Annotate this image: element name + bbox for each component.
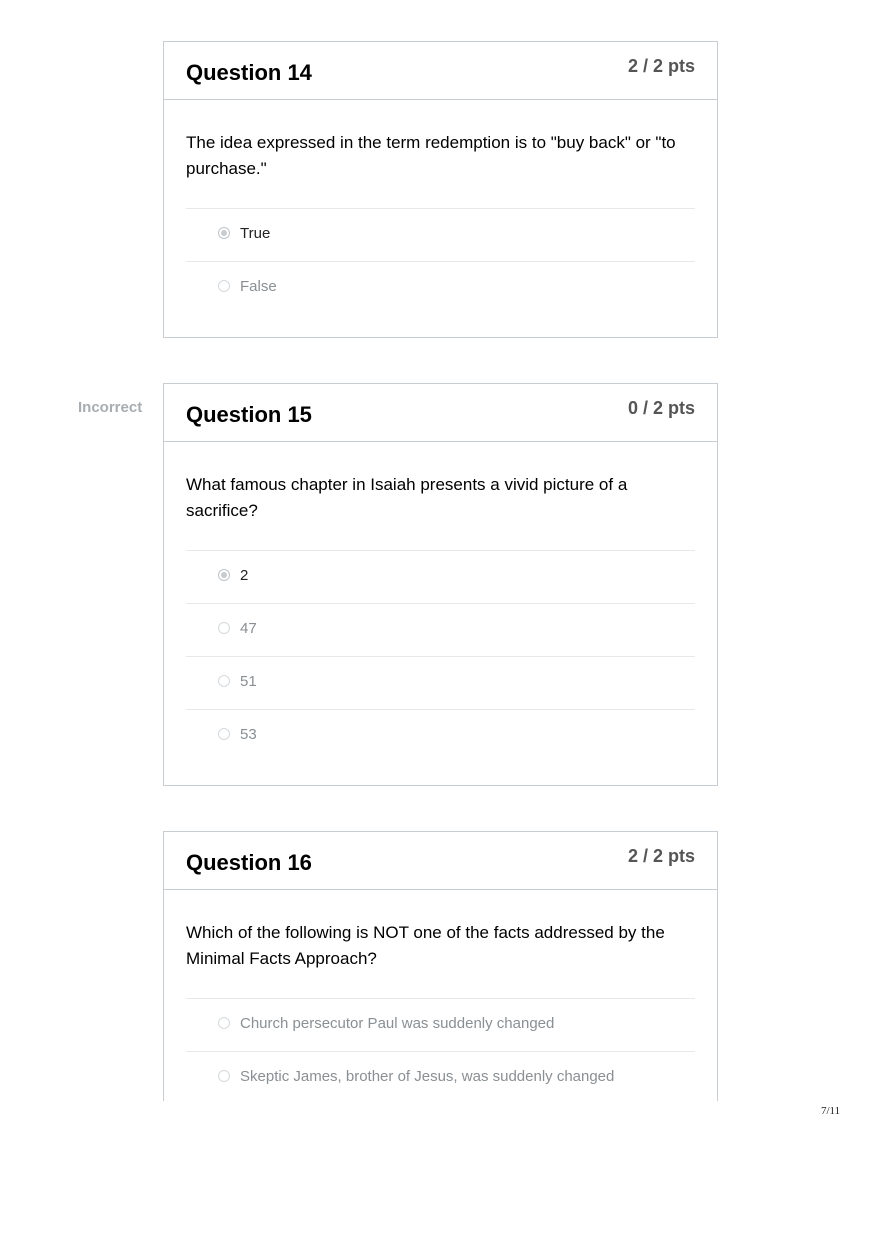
question-header [164, 42, 717, 100]
answer-option[interactable] [186, 550, 695, 603]
answer-option[interactable] [186, 656, 695, 709]
answer-option[interactable] [186, 1051, 695, 1101]
question-points: 2 / 2 pts [627, 846, 695, 866]
answer-label: False [240, 278, 277, 295]
question-card-16 [163, 831, 718, 1101]
question-title: Question 15 [186, 402, 312, 427]
question-points: 2 / 2 pts [627, 56, 695, 76]
question-header [164, 384, 717, 442]
question-points: 0 / 2 pts [627, 398, 695, 418]
answer-label: 2 [240, 567, 249, 584]
radio-selected-icon[interactable] [218, 227, 230, 239]
answer-list [186, 208, 695, 314]
question-card-15 [163, 383, 718, 786]
answer-option[interactable] [186, 998, 695, 1051]
answer-label: Church persecutor Paul was suddenly changed [240, 1015, 555, 1032]
radio-unselected-icon[interactable] [218, 728, 230, 740]
answer-label: 53 [240, 726, 257, 743]
answer-label: Skeptic James, brother of Jesus, was suddenly changed [240, 1068, 615, 1085]
question-card-14 [163, 41, 718, 338]
answer-option[interactable] [186, 261, 695, 314]
question-title: Question 16 [186, 850, 312, 875]
answer-label: 51 [240, 673, 257, 690]
page-number: 7/11 [821, 1105, 841, 1117]
radio-unselected-icon[interactable] [218, 1070, 230, 1082]
answer-label: True [240, 225, 271, 242]
radio-unselected-icon[interactable] [218, 1017, 230, 1029]
answer-label: 47 [240, 620, 257, 637]
question-title: Question 14 [186, 60, 312, 85]
radio-selected-icon[interactable] [218, 569, 230, 581]
radio-unselected-icon[interactable] [218, 622, 230, 634]
question-header [164, 832, 717, 890]
incorrect-status-label: Incorrect [78, 399, 143, 416]
radio-unselected-icon[interactable] [218, 280, 230, 292]
question-text: The idea expressed in the term redemption is to "buy back" or "to purchase." [186, 133, 676, 178]
answer-list [186, 998, 695, 1101]
question-text: Which of the following is NOT one of the facts addressed by the Minimal Facts Approach? [186, 923, 665, 968]
question-text: What famous chapter in Isaiah presents a vivid picture of a sacrifice? [186, 475, 628, 520]
radio-unselected-icon[interactable] [218, 675, 230, 687]
answer-option[interactable] [186, 208, 695, 261]
answer-option[interactable] [186, 603, 695, 656]
answer-list [186, 550, 695, 762]
answer-option[interactable] [186, 709, 695, 762]
